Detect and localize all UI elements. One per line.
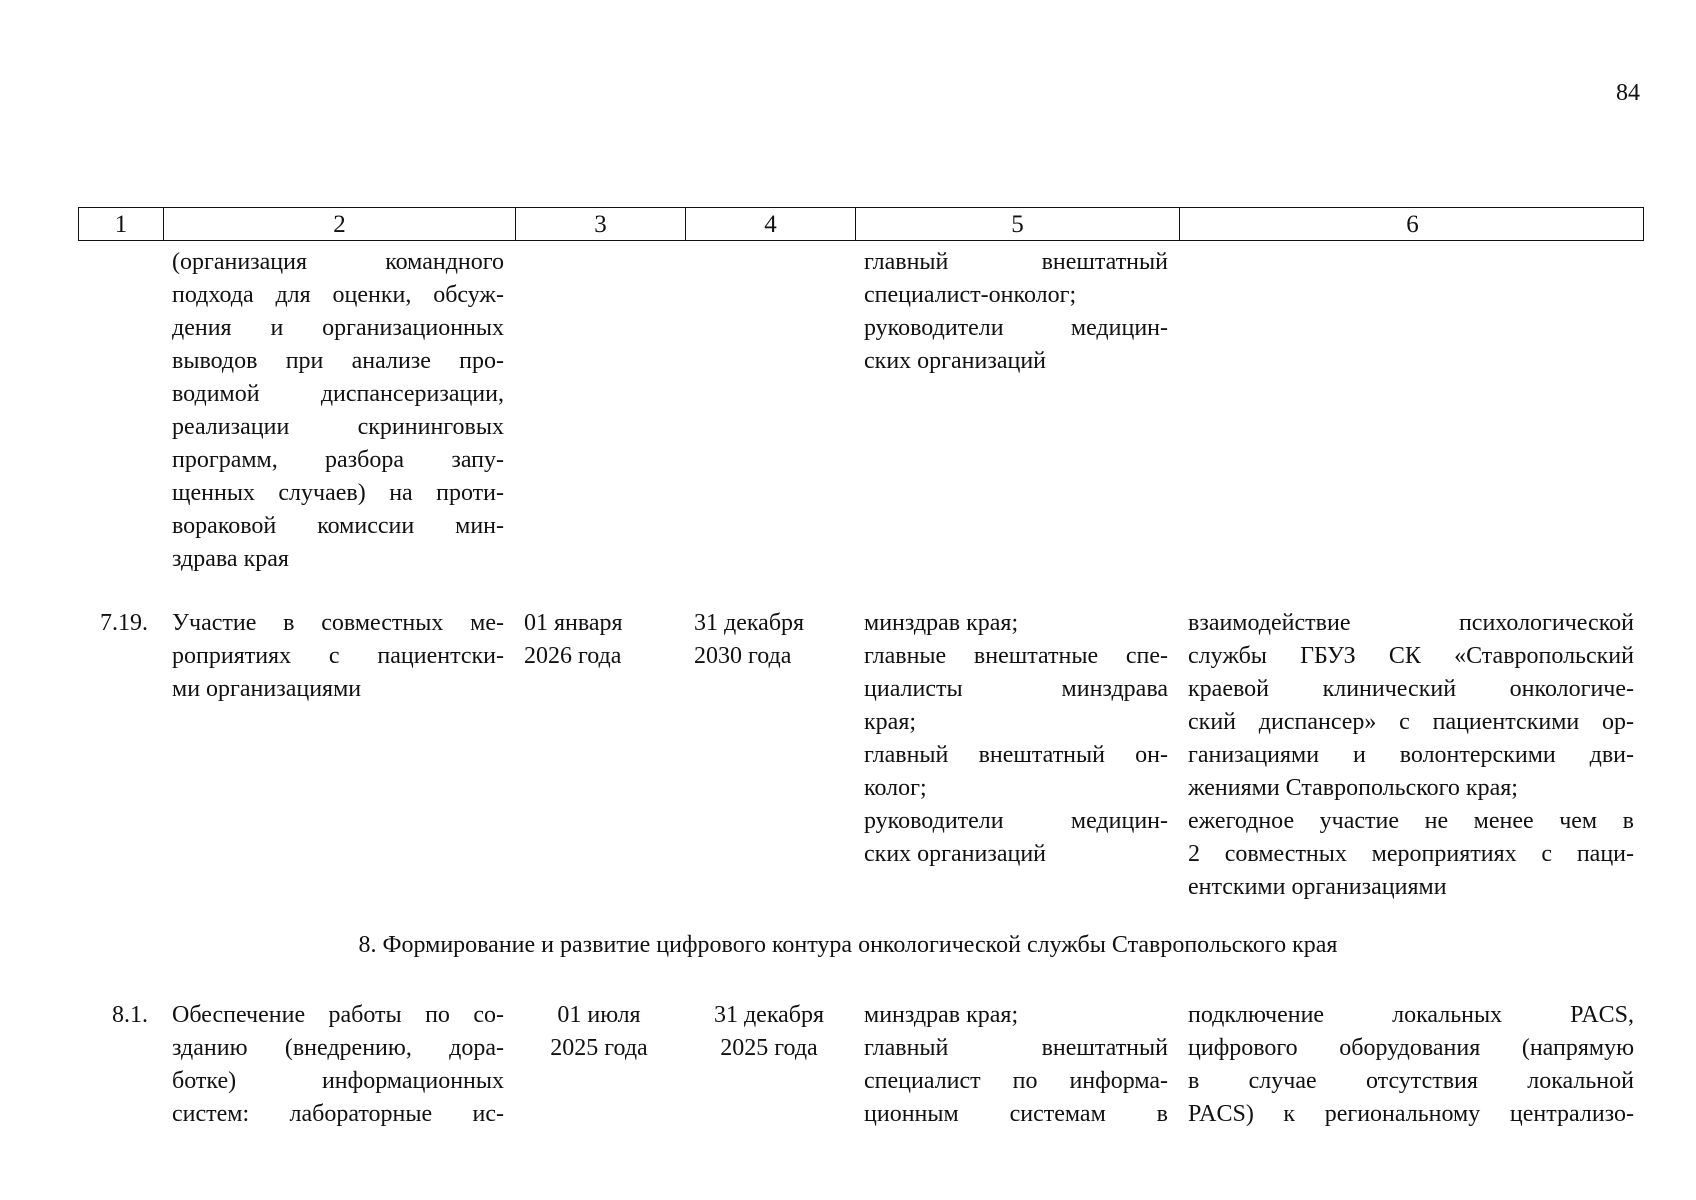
text-line: взаимодействие психологической [1188, 610, 1634, 636]
text-line: зданию (внедрению, дора- [172, 1035, 504, 1061]
text-line: ми организациями [172, 676, 362, 702]
table-row-8-1 [78, 999, 1644, 1131]
responsible-cell [854, 246, 1178, 576]
text-line: главный внештатный [864, 249, 1168, 275]
column-number-6: 6 [1179, 208, 1645, 240]
text-line: 2026 года [524, 643, 622, 669]
column-number-1: 1 [114, 210, 128, 238]
text-line: минздрав края; [864, 1002, 1019, 1028]
text-line: края; [864, 709, 917, 735]
text-line: в случае отсутствия локальной [1188, 1068, 1634, 1094]
text-line: подключение локальных PACS, [1188, 1002, 1634, 1028]
text-line: 2025 года [550, 1035, 648, 1061]
end-date-cell [684, 999, 854, 1131]
text-line: специалист по информа- [864, 1068, 1168, 1094]
text-line: роприятиях с пациентски- [172, 643, 504, 669]
text-line: специалист-онколог; [864, 282, 1077, 308]
row-number-cell: 8.1. [112, 1002, 148, 1028]
column-number-5: 5 [855, 208, 1179, 240]
result-cell [1178, 999, 1644, 1131]
text-line: главный внештатный он- [864, 742, 1168, 768]
responsible-cell [854, 607, 1178, 904]
start-date-cell [514, 999, 684, 1131]
text-line: выводов при анализе про- [172, 348, 504, 374]
text-line: 01 июля [557, 1002, 641, 1028]
text-line: жениями Ставропольского края; [1188, 775, 1518, 801]
text-line: систем: лабораторные ис- [172, 1101, 504, 1127]
text-line: минздрав края; [864, 610, 1019, 636]
column-number-4: 4 [685, 208, 855, 240]
table-row-continuation [78, 246, 1644, 576]
text-line: ских организаций [864, 348, 1047, 374]
row-number-cell [78, 246, 162, 576]
text-line: краевой клинический онкологиче- [1188, 676, 1634, 702]
text-line: водимой диспансеризации, [172, 381, 504, 407]
start-date-cell [514, 246, 684, 576]
text-line: 31 декабря [694, 610, 805, 636]
responsible-cell [854, 999, 1178, 1131]
text-line: щенных случаев) на проти- [172, 480, 504, 506]
text-line: руководители медицин- [864, 315, 1168, 341]
activity-description-cell [162, 246, 514, 576]
text-line: Участие в совместных ме- [172, 610, 504, 636]
start-date-cell [514, 607, 684, 904]
text-line: циалисты минздрава [864, 676, 1168, 702]
activity-description-cell [162, 999, 514, 1131]
text-line: ежегодное участие не менее чем в [1188, 808, 1634, 834]
text-line: вораковой комиссии мин- [172, 513, 504, 539]
end-date-cell [684, 246, 854, 576]
text-line: руководители медицин- [864, 808, 1168, 834]
text-line: ских организаций [864, 841, 1047, 867]
table-row-7-19 [78, 607, 1644, 904]
text-line: ботке) информационных [172, 1068, 504, 1094]
text-line: 31 декабря [713, 1002, 825, 1028]
column-number-header [78, 207, 1644, 241]
end-date-cell [684, 607, 854, 904]
text-line: колог; [864, 775, 927, 801]
text-line: подхода для оценки, обсуж- [172, 282, 504, 308]
text-line: (организация командного [172, 249, 504, 275]
text-line: главный внештатный [864, 1035, 1168, 1061]
text-line: реализации скрининговых [172, 414, 504, 440]
text-line: ентскими организациями [1188, 874, 1447, 900]
text-line: ционным системам в [864, 1101, 1168, 1127]
section-8-heading: 8. Формирование и развитие цифрового контура онкологической службы Ставропольского края [358, 932, 1338, 958]
column-number-2: 2 [163, 208, 515, 240]
text-line: цифрового оборудования (напрямую [1188, 1035, 1634, 1061]
text-line: программ, разбора запу- [172, 447, 504, 473]
text-line: Обеспечение работы по со- [172, 1002, 504, 1028]
text-line: 2025 года [720, 1035, 818, 1061]
text-line: 01 января [524, 610, 623, 636]
result-cell [1178, 246, 1644, 576]
text-line: дения и организационных [172, 315, 504, 341]
text-line: 2030 года [694, 643, 792, 669]
text-line: ганизациями и волонтерскими дви- [1188, 742, 1634, 768]
activity-description-cell [162, 607, 514, 904]
text-line: PACS) к региональному централизо- [1188, 1101, 1634, 1127]
column-number-3: 3 [515, 208, 685, 240]
text-line: главные внештатные спе- [864, 643, 1168, 669]
row-number-cell: 7.19. [100, 610, 148, 636]
text-line: здрава края [172, 546, 289, 572]
text-line: службы ГБУЗ СК «Ставропольский [1188, 643, 1634, 669]
page-number: 84 [1616, 80, 1640, 106]
result-cell [1178, 607, 1644, 904]
text-line: ский диспансер» с пациентскими ор- [1188, 709, 1634, 735]
text-line: 2 совместных мероприятиях с паци- [1188, 841, 1634, 867]
